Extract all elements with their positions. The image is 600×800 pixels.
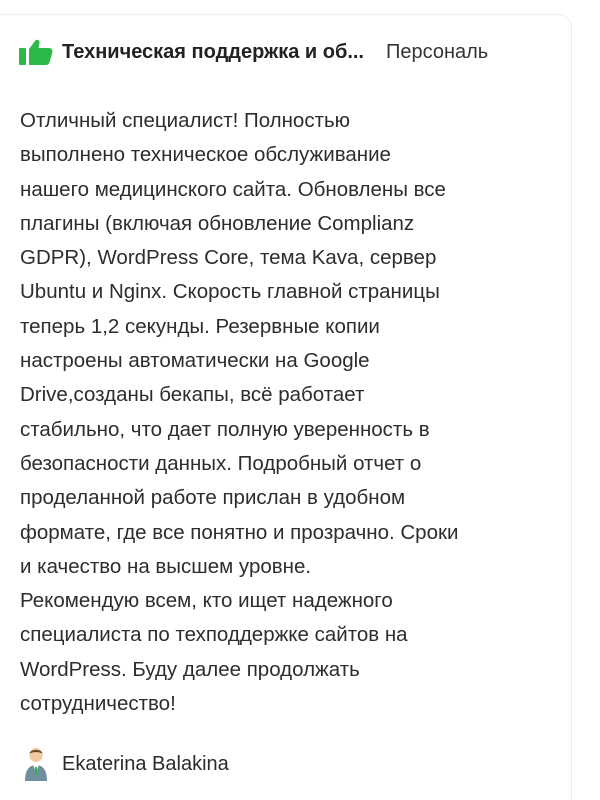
review-line: специалиста по техподдержке сайтов на	[20, 623, 408, 647]
review-line: Рекомендую всем, кто ищет надежного	[20, 589, 393, 613]
review-text	[20, 104, 560, 721]
review-line: и качество на высшем уровне.	[20, 554, 312, 578]
review-line: GDPR), WordPress Core, тема Kava, сервер	[20, 246, 437, 270]
review-header	[18, 36, 566, 68]
review-line: плагины (включая обновление Complianz	[20, 211, 415, 235]
review-line: сотрудничество!	[20, 692, 176, 716]
review-author[interactable]	[22, 744, 229, 784]
review-line: нашего медицинского сайта. Обновлены все	[20, 177, 446, 201]
review-line: теперь 1,2 секунды. Резервные копии	[20, 314, 380, 338]
user-avatar-icon	[22, 746, 50, 782]
review-line: выполнено техническое обслуживание	[20, 143, 391, 167]
review-line: безопасности данных. Подробный отчет о	[20, 451, 422, 475]
review-line: WordPress. Буду далее продолжать	[20, 657, 360, 681]
review-category: Персональ	[386, 40, 489, 63]
review-line: настроены автоматически на Google	[20, 349, 370, 373]
review-line: формате, где все понятно и прозрачно. Сроки	[20, 520, 459, 544]
review-line: стабильно, что дает полную уверенность в	[20, 417, 430, 441]
review-line: Drive,созданы бекапы, всё работает	[20, 383, 365, 407]
review-line: проделанной работе прислан в удобном	[20, 486, 406, 510]
thumbs-up-icon	[18, 38, 54, 66]
review-title[interactable]: Техническая поддержка и об...	[62, 40, 364, 63]
author-name[interactable]: Ekaterina Balakina	[62, 752, 229, 775]
review-line: Отличный специалист! Полностью	[20, 109, 351, 132]
review-line: Ubuntu и Nginx. Скорость главной страницы	[20, 280, 440, 304]
